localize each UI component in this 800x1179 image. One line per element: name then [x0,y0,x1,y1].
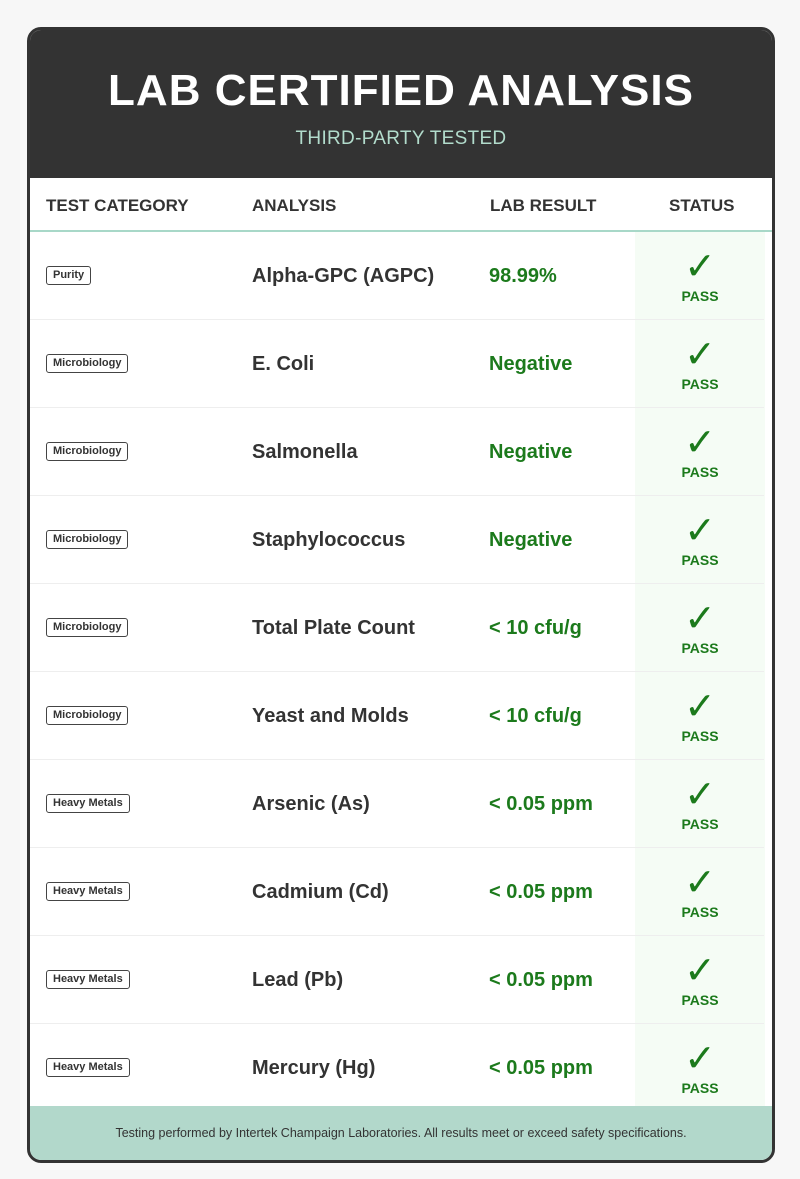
table-header [30,178,772,232]
checkmark-icon: ✓ [684,772,716,816]
category-badge: Microbiology [46,706,128,725]
checkmark-icon: ✓ [684,948,716,992]
lab-result: < 10 cfu/g [489,705,582,727]
status-badge: PASS [681,1080,719,1096]
status-badge: PASS [681,288,719,304]
status-badge: PASS [681,552,719,568]
checkmark-icon: ✓ [684,596,716,640]
status-cell [635,232,765,320]
analysis-name: Total Plate Count [252,617,415,639]
card-header [30,30,772,178]
status-cell [635,848,765,936]
status-badge: PASS [681,376,719,392]
analysis-name: Arsenic (As) [252,793,370,815]
status-badge: PASS [681,904,719,920]
status-cell [635,408,765,496]
analysis-name: Lead (Pb) [252,969,344,991]
category-badge: Heavy Metals [46,970,130,989]
checkmark-icon: ✓ [684,1036,716,1080]
status-cell [635,584,765,672]
lab-result: Negative [489,353,573,375]
lab-result: < 0.05 ppm [489,969,593,991]
checkmark-icon: ✓ [684,860,716,904]
table-row [30,496,772,584]
table-row [30,232,772,320]
status-badge: PASS [681,464,719,480]
footer-note: Testing performed by Intertek Champaign Laboratories. All results meet or exceed safety specifications. [30,1106,772,1160]
column-header-status: STATUS [669,196,735,215]
table-row [30,408,772,496]
status-cell [635,320,765,408]
status-badge: PASS [681,992,719,1008]
table-row [30,1024,772,1112]
status-badge: PASS [681,640,719,656]
lab-result: 98.99% [489,265,557,287]
page-title: LAB CERTIFIED ANALYSIS [108,66,694,115]
status-badge: PASS [681,816,719,832]
checkmark-icon: ✓ [684,508,716,552]
analysis-name: Salmonella [252,441,358,463]
category-badge: Microbiology [46,530,128,549]
category-badge: Purity [46,266,91,285]
analysis-name: Cadmium (Cd) [252,881,389,903]
category-badge: Heavy Metals [46,1058,130,1077]
checkmark-icon: ✓ [684,420,716,464]
checkmark-icon: ✓ [684,684,716,728]
analysis-name: Yeast and Molds [252,705,409,727]
status-badge: PASS [681,728,719,744]
category-badge: Heavy Metals [46,882,130,901]
status-cell [635,672,765,760]
table-row [30,584,772,672]
analysis-name: Mercury (Hg) [252,1057,376,1079]
lab-result: < 0.05 ppm [489,793,593,815]
lab-result: < 0.05 ppm [489,1057,593,1079]
column-header-category: TEST CATEGORY [46,196,189,215]
results-table [30,232,772,1112]
column-header-result: LAB RESULT [490,196,597,215]
lab-result: < 0.05 ppm [489,881,593,903]
page-subtitle: THIRD-PARTY TESTED [295,128,507,149]
category-badge: Heavy Metals [46,794,130,813]
table-row [30,672,772,760]
lab-analysis-card [27,27,775,1163]
category-badge: Microbiology [46,618,128,637]
category-badge: Microbiology [46,354,128,373]
analysis-name: Alpha-GPC (AGPC) [252,265,435,287]
analysis-name: E. Coli [252,353,315,375]
table-row [30,936,772,1024]
status-cell [635,760,765,848]
table-row [30,320,772,408]
lab-result: < 10 cfu/g [489,617,582,639]
table-row [30,848,772,936]
category-badge: Microbiology [46,442,128,461]
analysis-name: Staphylococcus [252,529,406,551]
status-cell [635,1024,765,1112]
column-header-analysis: ANALYSIS [252,196,337,215]
status-cell [635,496,765,584]
checkmark-icon: ✓ [684,244,716,288]
lab-result: Negative [489,441,573,463]
status-cell [635,936,765,1024]
checkmark-icon: ✓ [684,332,716,376]
lab-result: Negative [489,529,573,551]
table-row [30,760,772,848]
